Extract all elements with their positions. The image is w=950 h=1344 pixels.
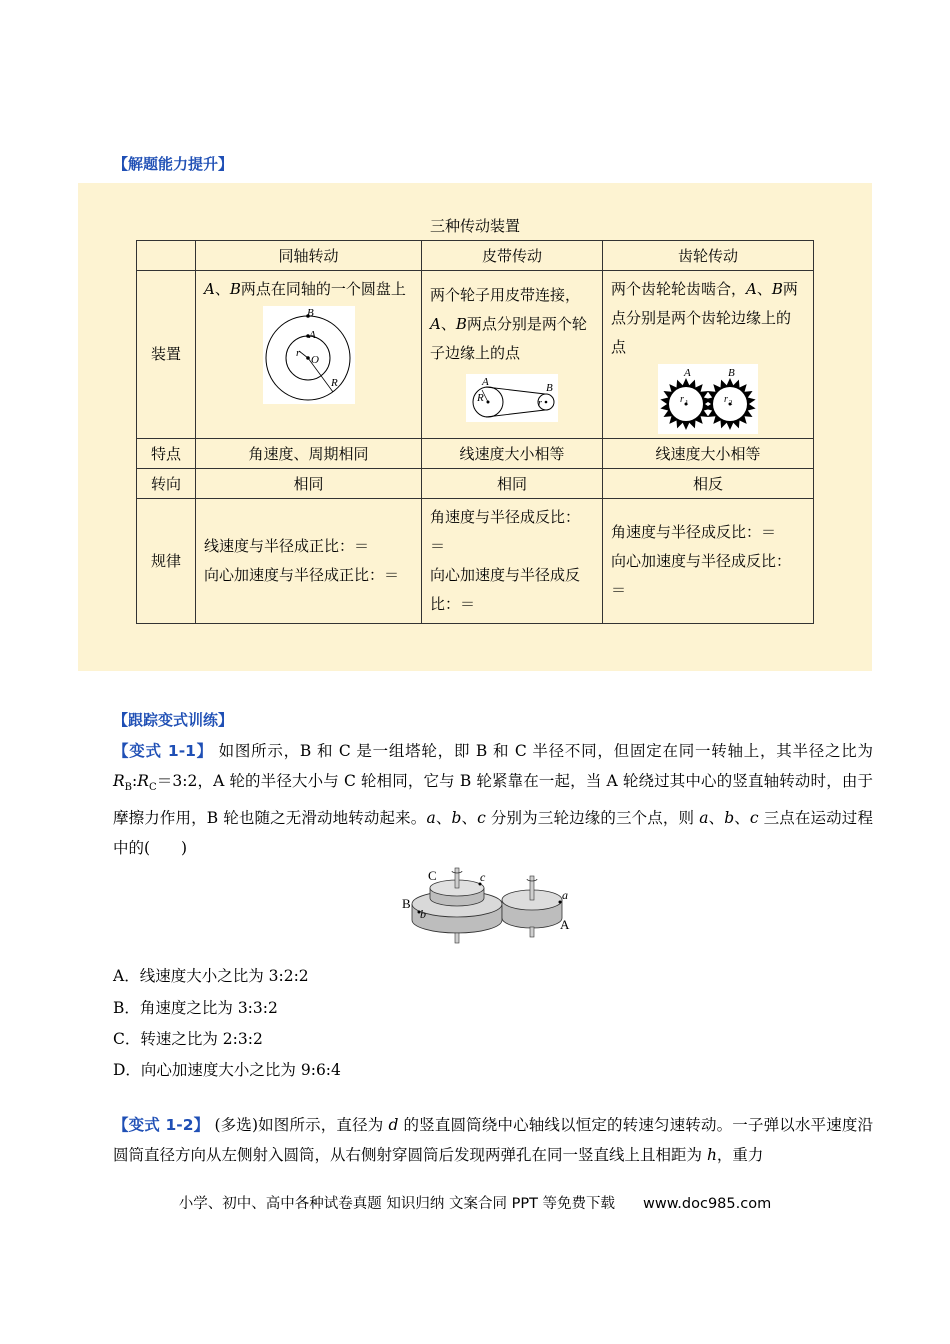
question-1-2-tag: 【变式 1-2】 bbox=[113, 1116, 210, 1134]
rule-gear-line1: 角速度与半径成反比：＝ bbox=[611, 522, 777, 541]
question-1-1-tag: 【变式 1-1】 bbox=[113, 742, 213, 760]
gear-label-r1-sub: 1 bbox=[685, 399, 689, 407]
gear-label-A: A bbox=[684, 367, 691, 379]
gear-figure bbox=[658, 364, 758, 434]
belt-label-r: r bbox=[538, 398, 542, 409]
row-direction bbox=[137, 469, 814, 499]
rule-coaxial-line2: 向心加速度与半径成正比：＝ bbox=[204, 566, 400, 584]
cell-feature-gear: 线速度大小相等 bbox=[603, 439, 814, 469]
transmission-table bbox=[136, 240, 814, 624]
belt-label-A: A bbox=[482, 376, 489, 388]
row-label-direction: 转向 bbox=[137, 469, 196, 499]
gear-description: 两个齿轮轮齿啮合，A、B两点分别是两个齿轮边缘上的点 bbox=[611, 280, 798, 356]
table-header-row bbox=[137, 241, 814, 271]
footer-site: www.doc985.com bbox=[643, 1196, 772, 1212]
belt-figure bbox=[466, 374, 558, 422]
belt-description: 两个轮子用皮带连接，A、B两点分别是两个轮子边缘上的点 bbox=[430, 286, 587, 362]
transmission-table-box bbox=[78, 183, 872, 671]
label-R: R bbox=[330, 377, 338, 389]
fig-label-c: c bbox=[480, 870, 486, 884]
question-1-1-text: 【变式 1-1】 如图所示，B 和 C 是一组塔轮，即 B 和 C 半径不同，但固定在同一转轴上，其半径之比为 $R_B:R_C=3:2$，A 轮的半径大小与 C 轮相同，它与 B 轮紧靠在一起，当 A 轮绕过其中心的竖直轴转动时，由于摩擦力作用，B 轮也随之无滑动地转动起来。a、b、c 分别为三轮边缘的三个点，则 a、b、c 三点在运动过程中的( ) bbox=[113, 742, 873, 858]
row-label-rule: 规律 bbox=[137, 499, 196, 624]
table-caption: 三种传动装置 bbox=[429, 217, 520, 235]
row-rule bbox=[137, 499, 814, 624]
rule-coaxial-line1: 线速度与半径成正比：＝ bbox=[204, 537, 370, 555]
option-c: C．转速之比为 2:3:2 bbox=[113, 1030, 263, 1048]
cell-direction-gear: 相反 bbox=[603, 469, 814, 499]
label-r: r bbox=[295, 347, 300, 359]
rule-belt-line2: 向心加速度与半径成反比：＝ bbox=[430, 566, 581, 613]
fig-label-B: B bbox=[402, 896, 411, 911]
cell-rule-coaxial bbox=[196, 499, 422, 624]
header-coaxial: 同轴转动 bbox=[196, 241, 422, 271]
option-a: A．线速度大小之比为 3:2:2 bbox=[113, 967, 309, 985]
question-1-2-text: 【变式 1-2】 (多选)如图所示，直径为 d 的竖直圆筒绕中心轴线以恒定的转速匀速转动。一子弹以水平速度沿圆筒直径方向从左侧射入圆筒，从右侧射穿圆筒后发现两弹孔在同一竖直线上且相距为 h，重力 bbox=[113, 1116, 874, 1164]
footer-text: 小学、初中、高中各种试卷真题 知识归纳 文案合同 PPT 等免费下载 bbox=[178, 1196, 616, 1212]
gear-label-r2: r bbox=[724, 394, 728, 405]
label-A: A bbox=[308, 329, 316, 341]
fig-label-C: C bbox=[428, 868, 437, 883]
gear-label-r1: r bbox=[680, 394, 684, 405]
coaxial-figure bbox=[263, 306, 355, 404]
header-belt: 皮带传动 bbox=[422, 241, 603, 271]
rule-belt-line1: 角速度与半径成反比：＝ bbox=[430, 508, 581, 555]
option-d: D．向心加速度大小之比为 9:6:4 bbox=[113, 1061, 341, 1079]
gear-label-r2-sub: 2 bbox=[729, 399, 733, 407]
cell-rule-gear bbox=[603, 499, 814, 624]
belt-label-R: R bbox=[477, 392, 484, 404]
fig-label-A: A bbox=[560, 917, 570, 932]
coaxial-description: A、B两点在同轴的一个圆盘上 bbox=[204, 280, 406, 298]
option-b: B．角速度之比为 3:3:2 bbox=[113, 999, 278, 1017]
section-title-ability: 【解题能力提升】 bbox=[113, 155, 234, 173]
cell-feature-coaxial: 角速度、周期相同 bbox=[196, 439, 422, 469]
header-gear: 齿轮传动 bbox=[603, 241, 814, 271]
row-label-device: 装置 bbox=[137, 271, 196, 439]
rule-gear-line2: 向心加速度与半径成反比：＝ bbox=[611, 551, 792, 599]
cell-direction-belt: 相同 bbox=[422, 469, 603, 499]
cell-direction-coaxial: 相同 bbox=[196, 469, 422, 499]
fig-label-b: b bbox=[420, 907, 426, 921]
cell-feature-belt: 线速度大小相等 bbox=[422, 439, 603, 469]
row-device bbox=[137, 271, 814, 439]
header-empty bbox=[137, 241, 196, 271]
label-O: O bbox=[310, 354, 319, 366]
cell-device-gear bbox=[603, 271, 814, 439]
page-footer bbox=[0, 1192, 950, 1213]
cell-device-coaxial bbox=[196, 271, 422, 439]
row-feature bbox=[137, 439, 814, 469]
cell-rule-belt bbox=[422, 499, 603, 624]
section-title-practice: 【跟踪变式训练】 bbox=[113, 711, 234, 729]
label-B: B bbox=[306, 307, 314, 319]
fig-label-a: a bbox=[562, 888, 568, 902]
cell-device-belt bbox=[422, 271, 603, 439]
belt-label-B: B bbox=[546, 382, 553, 394]
gear-label-B: B bbox=[728, 367, 735, 379]
tower-wheel-figure bbox=[400, 862, 575, 948]
row-label-feature: 特点 bbox=[137, 439, 196, 469]
